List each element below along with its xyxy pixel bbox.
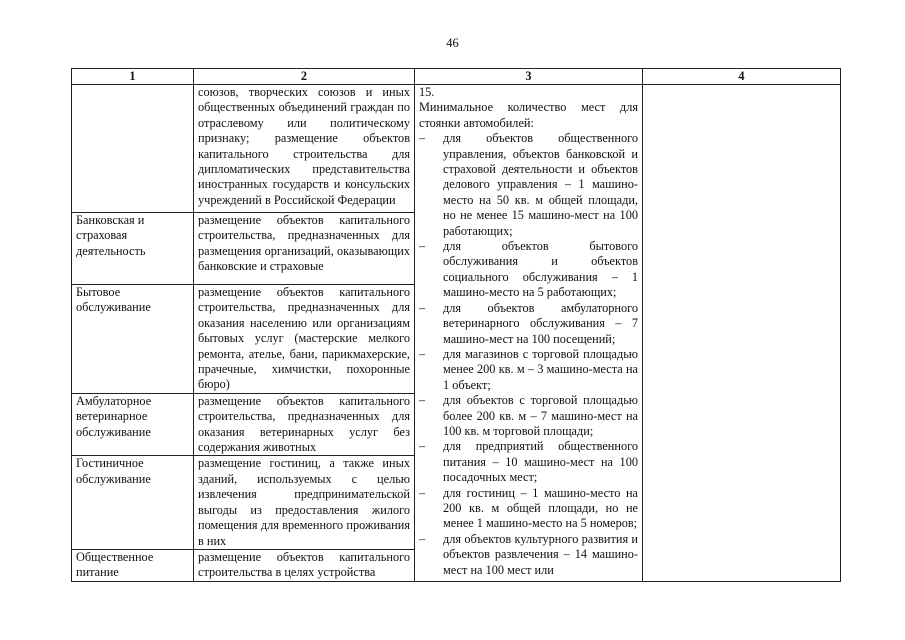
header-col-2: 2 [194, 69, 415, 85]
dash-bullet: – [419, 531, 426, 546]
norm-text: для объектов бытового обслуживания и объектов социального обслуживания – 1 машино-место на 5 работающих; [443, 239, 638, 300]
row-description-cell: размещение объектов капитального строительства, предназначенных для оказания населению или организациям бытовых услуг (мастерские мелкого ремонта, ателье, бани, парикмахерские, прачечные, химчистки, похоронные бюро) [194, 285, 415, 394]
norm-list-item [419, 131, 638, 239]
row-description-cell: размещение объектов капитального строительства, предназначенных для оказания ветеринарных услуг без содержания животных [194, 393, 415, 456]
norm-text: для объектов с торговой площадью более 200 кв. м – 7 машино-мест на 100 кв. м торговой площади; [443, 393, 638, 438]
norm-text: для гостиниц – 1 машино-место на 200 кв. м общей площади, но не менее 1 машино-место на 5 номеров; [443, 485, 638, 531]
norm-number: 15. [419, 85, 435, 99]
dash-bullet: – [419, 346, 426, 361]
row-name-cell: Банковская и страховая деятельность [72, 213, 194, 285]
dash-bullet: – [419, 393, 426, 408]
norm-list-item [419, 532, 638, 578]
norm-text: для объектов культурного развития и объектов развлечения – 14 машино-мест на 100 мест или [443, 531, 638, 577]
parking-norms-cell [415, 85, 643, 582]
row-name-cell: Общественное питание [72, 549, 194, 581]
norm-list-item [419, 239, 638, 301]
dash-bullet: – [419, 239, 426, 254]
row-description-cell: размещение объектов капитального строительства в целях устройства [194, 549, 415, 581]
row-name-cell [72, 85, 194, 213]
norm-list-item [419, 393, 638, 439]
norm-list-item [419, 347, 638, 393]
norm-text: для объектов амбулаторного ветеринарного обслуживания – 7 машино-мест на 100 посещений; [443, 300, 638, 346]
dash-bullet: – [419, 485, 426, 500]
row-description-cell: размещение объектов капитального строительства, предназначенных для размещения организаций, оказывающих банковские и страховые [194, 213, 415, 285]
dash-bullet: – [419, 300, 426, 315]
header-col-3: 3 [415, 69, 643, 85]
row-name-cell: Бытовое обслуживание [72, 285, 194, 394]
parking-norm-list [419, 131, 638, 578]
page-number: 46 [446, 36, 459, 50]
dash-bullet: – [419, 439, 426, 454]
header-col-4: 4 [643, 69, 841, 85]
row-description-cell: союзов, творческих союзов и иных общественных объединений граждан по отраслевому или политическому признаку; размещение объектов капитального строительства для дипломатических представительства иностранных государств и консульских учреждений в Российской Федерации [194, 85, 415, 213]
header-col-1: 1 [72, 69, 194, 85]
table-row [72, 85, 841, 213]
row-name-cell: Гостиничное обслуживание [72, 456, 194, 549]
column-4-cell [643, 85, 841, 582]
norm-text: для объектов общественного управления, объектов банковской и страховой деятельности и объектов делового управления – 1 машино-место на 50 кв. м общей площади, но не менее 15 машино-мест на 100 работающих; [443, 131, 638, 238]
norm-list-item [419, 486, 638, 532]
norm-intro: Минимальное количество мест для стоянки автомобилей: [419, 100, 638, 130]
norm-list-item [419, 439, 638, 485]
land-use-table [71, 68, 841, 582]
row-name-cell: Амбулаторное ветеринарное обслуживание [72, 393, 194, 456]
norm-text: для магазинов с торговой площадью менее 200 кв. м – 3 машино-места на 1 объект; [443, 346, 638, 392]
dash-bullet: – [419, 131, 426, 146]
row-description-cell: размещение гостиниц, а также иных зданий, используемых с целью извлечения предпринимательской выгоды из предоставления жилого помещения для временного проживания в них [194, 456, 415, 549]
norm-text: для предприятий общественного питания – 10 машино-мест на 100 посадочных мест; [443, 439, 638, 485]
header-row [72, 69, 841, 85]
norm-list-item [419, 301, 638, 347]
